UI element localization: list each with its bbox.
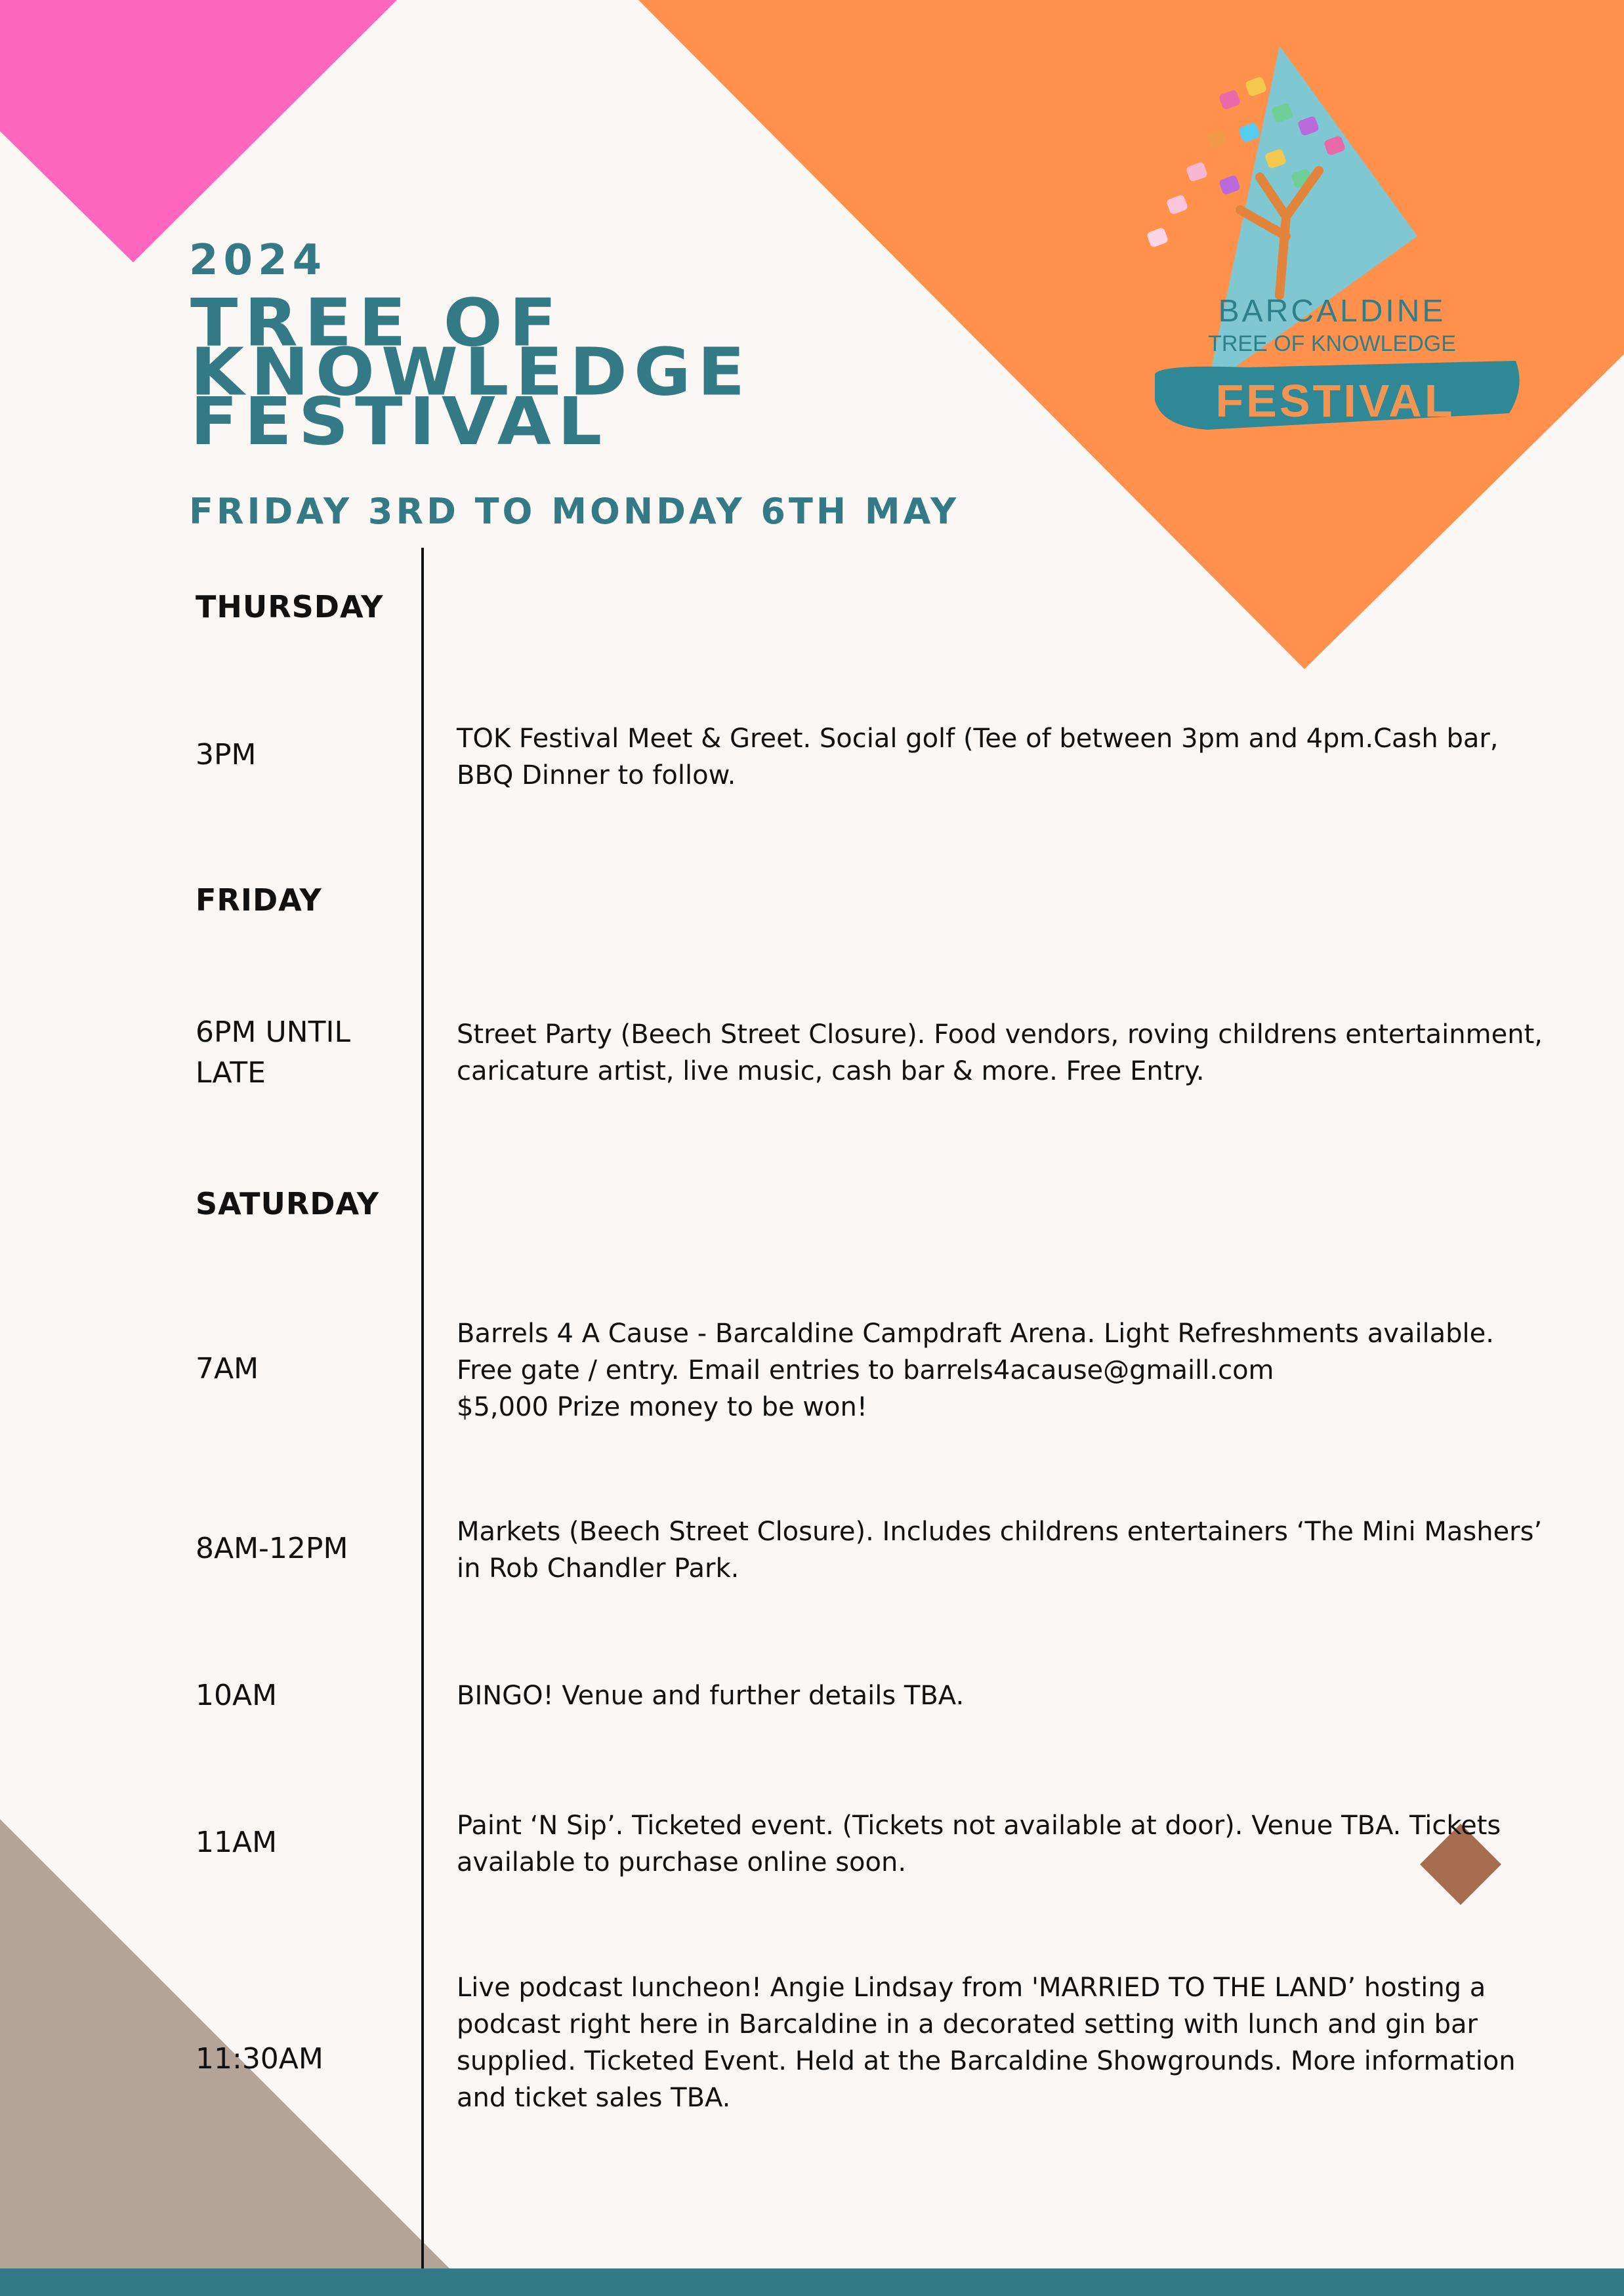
event-description: Paint ‘N Sip’. Ticketed event. (Tickets not available at door). Venue TBA. Tickets available to purchase online soon. [457, 1811, 1501, 1877]
event-time: 6PM UNTIL LATE [196, 1015, 350, 1090]
event-description: BINGO! Venue and further details TBA. [457, 1681, 965, 1711]
day-heading-saturday: SATURDAY [196, 1186, 380, 1221]
day-heading-thursday: THURSDAY [196, 589, 384, 625]
event-time: 11AM [196, 1826, 278, 1859]
festival-dates: FRIDAY 3RD TO MONDAY 6TH MAY [189, 491, 960, 532]
logo-line-1: BARCALDINE [1218, 294, 1446, 329]
logo-line-3: FESTIVAL [1215, 375, 1455, 426]
event-description: Barrels 4 A Cause - Barcaldine Campdraft Arena. Light Refreshments available. Free gate / entry. Email entries to barrels4acause@gmaill.com $5,000 Prize money to be won! [457, 1319, 1494, 1422]
footer-bar [0, 2268, 1624, 2296]
event-time: 11:30AM [196, 2042, 323, 2076]
festival-year: 2024 [189, 236, 327, 285]
event-time: 3PM [196, 738, 257, 771]
event-description: TOK Festival Meet & Greet. Social golf (Tee of between 3pm and 4pm.Cash bar, BBQ Dinner to follow. [457, 724, 1499, 790]
event-description: Street Party (Beech Street Closure). Food vendors, roving childrens entertainment, caricature artist, live music, cash bar & more. Free Entry. [457, 1019, 1543, 1086]
event-time: 10AM [196, 1679, 278, 1712]
event-description: Live podcast luncheon! Angie Lindsay from 'MARRIED TO THE LAND’ hosting a podcast right here in Barcaldine in a decorated setting with lunch and gin bar supplied. Ticketed Event. Held at the Barcaldine Showgrounds. More information and ticket sales TBA. [457, 1973, 1516, 2113]
event-description: Markets (Beech Street Closure). Includes childrens entertainers ‘The Mini Mashers’ in Rob Chandler Park. [457, 1517, 1543, 1584]
schedule-divider [421, 548, 424, 2270]
pink-triangle [0, 0, 397, 262]
festival-title: TREE OF KNOWLEDGE FESTIVAL [190, 285, 752, 460]
event-time: 8AM-12PM [196, 1532, 348, 1565]
day-heading-friday: FRIDAY [196, 882, 322, 918]
event-time: 7AM [196, 1352, 259, 1385]
festival-logo [1089, 20, 1535, 492]
logo-line-2: TREE OF KNOWLEDGE [1208, 331, 1456, 356]
